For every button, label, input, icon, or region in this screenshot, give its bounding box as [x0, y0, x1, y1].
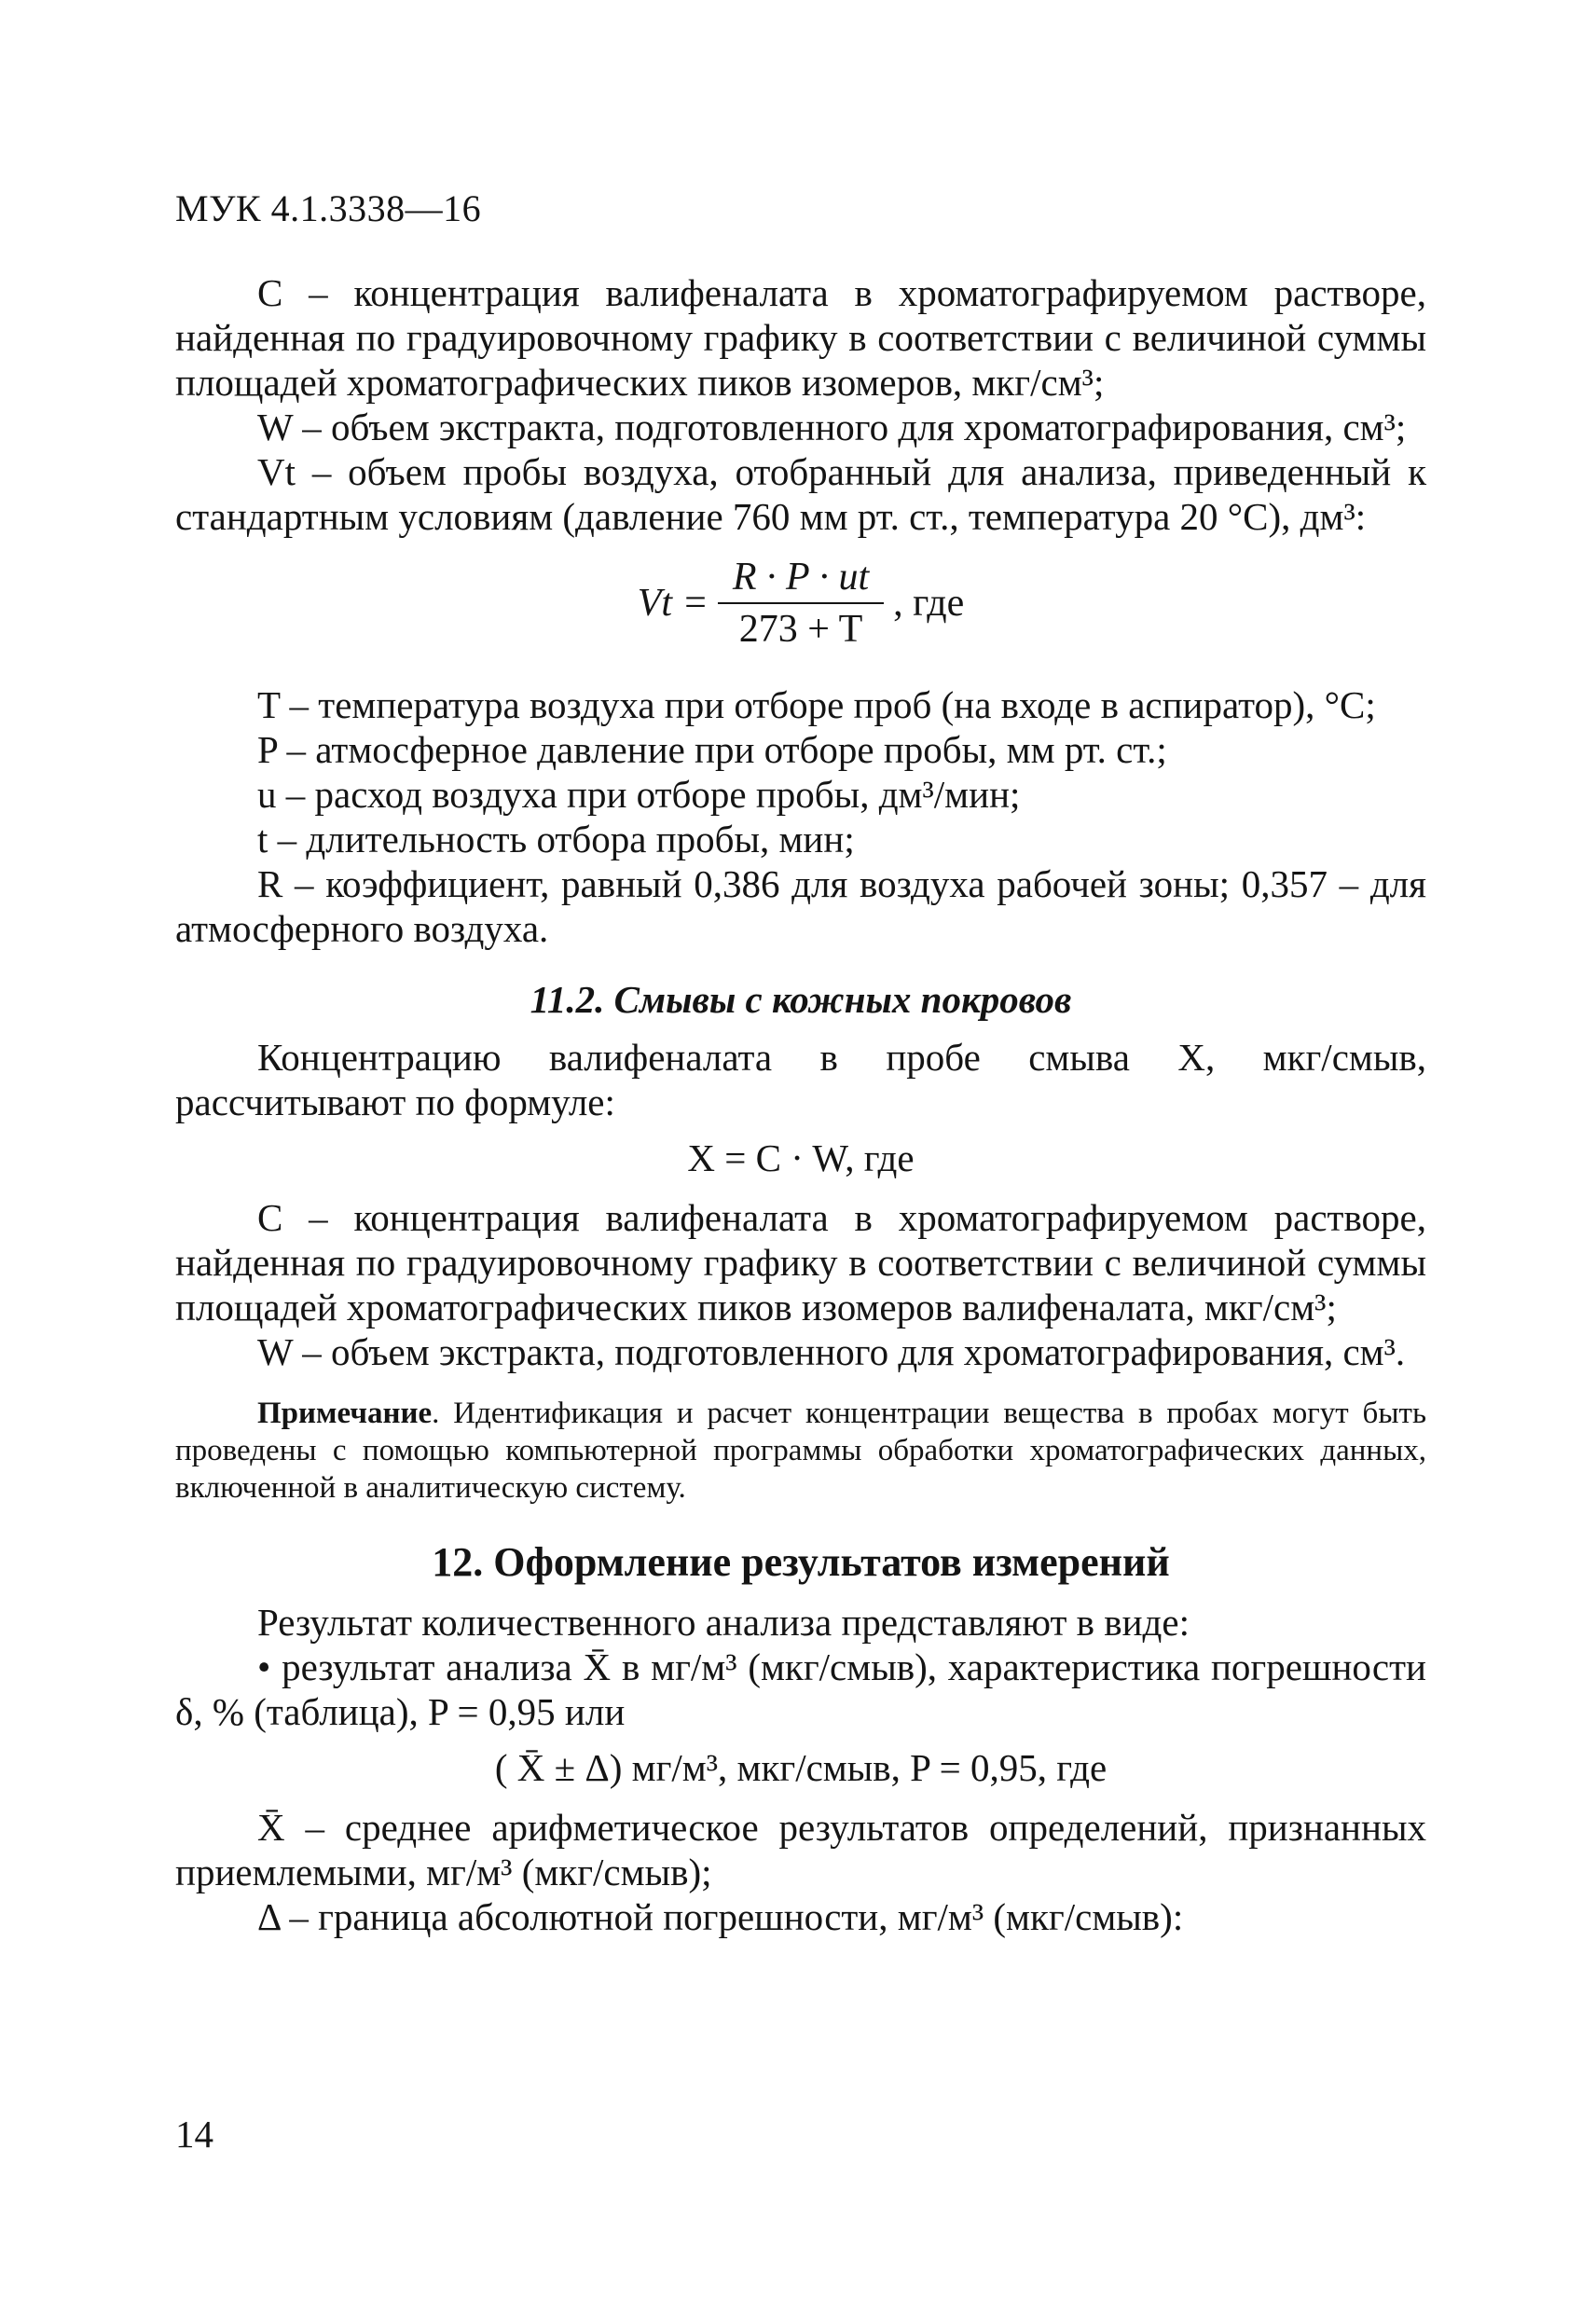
- note-label: Примечание: [257, 1397, 433, 1430]
- page-number: 14: [175, 2113, 213, 2155]
- section-12-title: 12. Оформление результатов измерений: [432, 1539, 1170, 1585]
- vt-formula-fraction: [718, 556, 884, 651]
- result-formula: ( X̄ ± Δ) мг/м³, мкг/смыв, P = 0,95, где: [494, 1746, 1108, 1789]
- note-text: . Идентификация и расчет концентрации вещества в пробах могут быть проведены с помощью компьютерной программы обработки хроматографических данных, включенной в аналитическую систему.: [175, 1397, 1426, 1505]
- paragraph-p-definition: P – атмосферное давление при отборе пробы, мм рт. ст.;: [257, 728, 1167, 771]
- paragraph-result-intro: Результат количественного анализа представляют в виде:: [257, 1601, 1190, 1644]
- section-11-2-title: 11.2. Смывы с кожных покровов: [530, 978, 1072, 1021]
- paragraph-xbar-definition: X̄ – среднее арифметическое результатов определений, признанных приемлемыми, мг/м³ (мкг/смыв);: [175, 1806, 1426, 1893]
- paragraph-t-definition: T – температура воздуха при отборе проб (на входе в аспиратор), °С;: [257, 683, 1376, 726]
- paragraph-r-definition: R – коэффициент, равный 0,386 для воздуха рабочей зоны; 0,357 – для атмосферного воздуха.: [175, 862, 1426, 950]
- vt-formula-denominator: 273 + T: [738, 608, 863, 651]
- paragraph-c-definition-wash: C – концентрация валифеналата в хроматографируемом растворе, найденная по градуировочному графику в соответствии с величиной суммы площадей хроматографических пиков изомеров валифеналата, мкг/см³;: [175, 1196, 1426, 1329]
- paragraph-c-definition: C – концентрация валифеналата в хроматографируемом растворе, найденная по градуировочному графику в соответствии с величиной суммы площадей хроматографических пиков изомеров, мкг/см³;: [175, 271, 1426, 404]
- vt-formula-lhs: Vt =: [637, 582, 709, 625]
- vt-formula: [175, 556, 1426, 651]
- x-formula: X = C · W, где: [687, 1136, 915, 1179]
- paragraph-w-definition: W – объем экстракта, подготовленного для хроматографирования, см³;: [257, 406, 1407, 448]
- paragraph-delta-definition: Δ – граница абсолютной погрешности, мг/м³ (мкг/смыв):: [257, 1895, 1184, 1938]
- paragraph-wash-intro: Концентрацию валифеналата в пробе смыва X, мкг/смыв, рассчитывают по формуле:: [175, 1036, 1426, 1123]
- paragraph-w-definition-wash: W – объем экстракта, подготовленного для хроматографирования, см³.: [257, 1330, 1406, 1373]
- document-code-header: МУК 4.1.3338—16: [175, 187, 482, 229]
- note-paragraph: [175, 1395, 1426, 1507]
- vt-formula-suffix: , где: [893, 582, 965, 625]
- paragraph-vt-definition: Vt – объем пробы воздуха, отобранный для анализа, приведенный к стандартным условиям (давление 760 мм рт. ст., температура 20 °С), дм³:: [175, 450, 1426, 538]
- document-body: [175, 270, 1426, 1939]
- paragraph-result-bullet: • результат анализа X̄ в мг/м³ (мкг/смыв), характеристика погрешности δ, % (таблица), P = 0,95 или: [175, 1645, 1426, 1733]
- vt-formula-numerator: R · P · ut: [718, 556, 884, 604]
- paragraph-t-duration-definition: t – длительность отбора пробы, мин;: [257, 818, 855, 860]
- paragraph-u-definition: u – расход воздуха при отборе пробы, дм³/мин;: [257, 773, 1021, 816]
